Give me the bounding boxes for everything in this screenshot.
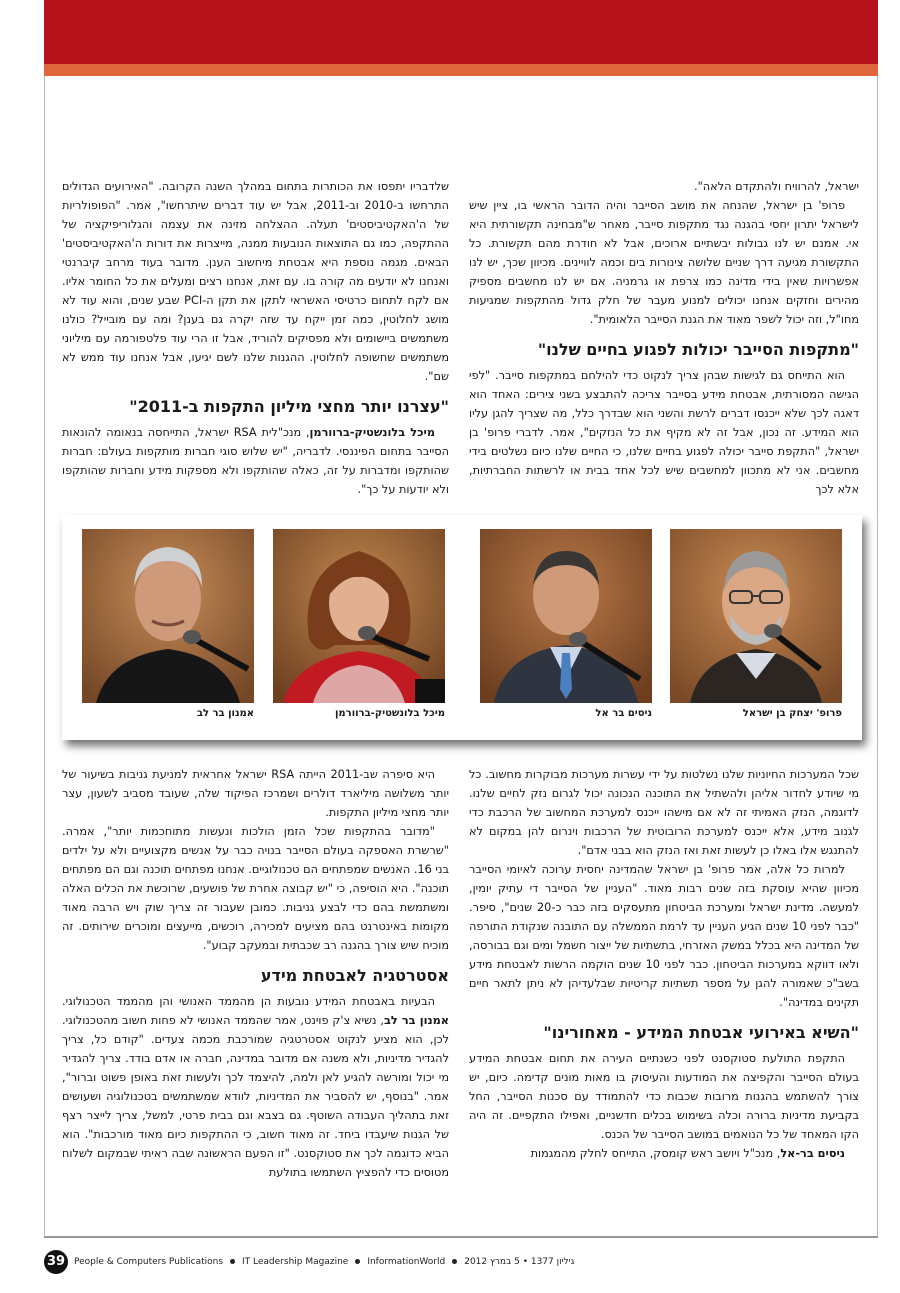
paragraph: למרות כל אלה, אמר פרופ' בן ישראל שהמדינה יחסית ערוכה לאיומי הסייבר מכיוון שהיא עוסקת בזה שנים רבות מאוד. "העניין של הסייבר די עתיק יומין, למעשה. מדינת ישראל ומערכת הביטחון מתעסקים בזה כבר כ-20 שנים", סיפר. "כבר לפני 10 שנים הגיע העניין עד לרמת הממשלה עם התובנה שנקודת התורפה של המדינה היא בכלל במשק האזרחי, בתשתיות של ייצור חשמל ומים וגם בבורסה, ולאו דווקא במערכות הביטחון. כבר לפני 10 שנים הוקמה הרשות לאבטחת מידע בשב"כ שאמורה להגן על מספר תשתיות קריטיות שבלעדיהן לא ניתן לתאר חיים תקינים במדינה". [469,863,859,1009]
paragraph: התקפת התולעת סטוקסנט לפני כשנתיים העירה את תחום אבטחת המידע בעולם הסייבר והקפיצה את המודעות והעיסוק בו מאות מונים קדימה. כיום, יש צורך להשתמש בהגנות מרובות שכבות כדי להתמודד עם סכנות הסייבר, החל בקביעת מדיניות ברורה וכלה בשימוש בכלים חדשניים, ואפילו התקפיים. זה היה הקו המאחד של כל הנואמים במושב הסייבר של הכנס. [469,1052,859,1141]
speaker-photo-blonstick-braverman [273,529,445,703]
article-column-top-right [469,177,859,499]
footer-magazine: IT Leadership Magazine [242,1257,349,1267]
photo-caption: מיכל בלונשטיק-ברוורמן [335,708,445,719]
section-heading: "השיא באירועי אבטחת המידע - מאחורינו" [543,1023,859,1042]
paragraph: שכל המערכות החיוניות שלנו נשלטות על ידי עשרות מערכות מבוקרות מחשוב. כל מי שיודע לחדור אליהן ולהשתיל את התוכנה הנכונה יכול לגרום נזק לחיים שלנו. לדוגמה, הנזק האמיתי זה לא אם מישהו ייכנס למערכת המחשוב של הרכבת כדי לגנוב מידע, אלא ייכנס למערכת הרובוטית של הרכבות וינרום להן במקום לא להתנגש אלו באלו כן לעשות זאת ואז הנזק הוא בבני אדם". [469,768,859,857]
footer-publisher: People & Computers Publications [74,1257,224,1267]
speaker-photo-card [670,529,842,719]
paragraph-text: , נשיא צ'ק פוינט, אמר שהממד האנושי לא פחות חשוב מהטכנולוגי. לכן, הוא מציע לנקוט אסטרטגיה שמורכבת מכמה צעדים. "קודם כל, צריך להגדיר מדיניות, ולא משנה אם מדובר במדינה, חברה או אדם בודד. צריך להגדיר מי יכול ומורשה להגיע לאן ולמה, להיצמד לכך ולעשות זאת באופן פשוט וברור", אמר. "בנוסף, יש להסביר את המדיניות, לוודא שמשתמשים בטכנולוגיה ושעושים זאת בתהליך העבודה השוטף. גם בצבא וגם בבית פרטי, למשל, צריך לייצר רצף של הגנות שיעבדו ביחד. זה מאוד חשוב, כי ההתקפות כיום מאוד מורכבות". הוא הביא כדוגמה לכך את סטוקסנט. "זו הפעם הראשונה שבה ראיתי שבמקום לשלוח מטוסים כדי להפציץ השתמשו בתולעת [62,1014,449,1179]
paragraph: היא סיפרה שב-2011 הייתה RSA ישראל אחראית למניעת גניבות בשיעור של יותר משלושה מיליארד דולרים ושמרכז הפיקוד שלה, שעובד מסביב לשעון, עצר יותר מחצי מיליון התקפות. [62,768,449,819]
speaker-photo-card [82,529,254,719]
paragraph [62,423,449,499]
page-frame-bottom [44,1236,878,1238]
footer-site: InformationWorld [367,1257,446,1267]
speaker-name: אמנון בר לב [383,1014,449,1027]
section-heading: "עצרנו יותר מחצי מיליון התקפות ב-2011" [129,397,449,416]
bullet-icon [355,1259,360,1264]
speaker-photo-bar-lev [82,529,254,703]
page-frame-right [877,76,878,1236]
paragraph [469,1144,859,1163]
paragraph: שלדבריו יתפסו את הכותרות בתחום במהלך השנה הקרובה. "האירועים הגדולים התרחשו ב-2010 וב-2011, אבל יש עוד דברים שיתרחשו", אמר. "הפופולריות של ה'האקטיביסטים' תעלה. ההצלחה מזינה את עצמה והגלוריפיקציה של ההתקפה, כמו גם התוצאות הנובעות ממנה, מייצרות את דורות ה'האקטיביסטים' הבאים. מגמה נוספת היא אבטחת מיחשוב הענן. מדובר בעוד מרחב קיברנטי ואנחנו לא יודעים מה קורה בו. עם זאת, אנחנו רצים ומעלים את כל החומר אליו. אם לקח לתחום כרטיסי האשראי לתקן את תקן ה-PCI שבע שנים, והוא עוד לא מושג לחלוטין, כמה זמן ייקח עד שזה יקרה גם בענן? ומה עם מובייל? כולנו משתמשים ביישומים ולא מפסיקים להוריד, אבל זו הרי עוד פלטפורמה עם מיליוני משתמשים שחשופה לחלוטין. ההגנות שלנו לשם יגיעו, אבל אנחנו עוד ממש לא שם". [62,180,449,383]
article-column-top-left [62,177,449,499]
page-footer [44,1250,878,1276]
speakers-photo-strip [62,515,862,740]
footer-issue: גיליון 1377 • 5 במרץ 2012 [464,1257,575,1267]
paragraph: "מדובר בהתקפות שכל הזמן הולכות ונעשות מתוחכמות יותר", אמרה. "שרשרת האספקה בעולם הסייבר בנויה כבר על אנשים מקצועיים ולא על ילדים בני 16. האנשים שמפתחים הם טכנולוגיים. אנחנו מפתחים תוכנה וגם הם מפתחים תוכנה". היא הוסיפה, כי "יש קבוצה אחרת של פושעים, שרוכשת את הכלים האלה ומשתמשת בהם כדי לבצע גניבות. כמובן שעבור זה צריך שוק ויש הרבה מאוד מקומות באינטרנט בהם מציעים למכירה, רוכשים, מייעצים ומוכרים שירותים. זה מוכיח שיש צורך בהגנה רב שכבתית ובמעקב קבוע". [62,825,449,952]
header-orange-stripe [44,64,878,76]
speaker-photo-card [480,529,652,719]
article-column-bottom-left [62,765,449,1182]
photo-caption: פרופ' יצחק בן ישראל [742,708,842,719]
paragraph-text: הבעיות באבטחת המידע נובעות הן מהממד האנושי והן מהממד הטכנולוגי. [62,995,435,1008]
photo-caption: אמנון בר לב [196,708,254,719]
speaker-photo-bar-el [480,529,652,703]
paragraph-text: , מנכ"ל ויושב ראש קומסק, התייחס לחלק מהמגמות [530,1147,781,1160]
speaker-name: מיכל בלונשטיק-ברוורמן [309,426,435,439]
header-red-band [44,0,878,64]
paragraph-text: , מנכ"לית RSA ישראל, התייחסה בנאומה להונאות הסייבר בתחום הפיננסי. לדבריה, "יש שלוש סוגי חברות מותקפות בעולם: חברות שהותקפו ומדברות על זה, כאלה שהותקפו ולא מספקות מידע וחברות שהותקפו ולא יודעות על כך". [62,426,449,496]
paragraph [62,992,449,1182]
bullet-icon [230,1259,235,1264]
article-column-bottom-right [469,765,859,1163]
speaker-name: ניסים בר-אל [780,1147,845,1160]
speaker-photo-ben-israel [670,529,842,703]
section-heading: אסטרטגיה לאבטחת מידע [260,966,449,985]
bullet-icon [452,1259,457,1264]
paragraph: הוא התייחס גם לגישות שבהן צריך לנקוט כדי להילחם במתקפות סייבר. "לפי הגישה המסורתית, אבטחת מידע בסייבר צריכה להתבצע בשני צירים: האחד הוא דאגה לכך שלא ייכנסו דברים לרשת והשני הוא שבדרך כלל, מה שצריך להגן עליו הוא המידע. זה נכון, אבל זה לא מקיף את כל הנזקים", אמר. לדברי פרופ' בן ישראל, "התקפת סייבר יכולה לפגוע בחיים שלנו, כי החיים שלנו כיום נשלטים בידי מחשבים. אני לא מתכוון למחשבים שיש לכל אחד בבית או לרשתות החברתיות, אלא לכך [469,369,859,496]
photo-caption: ניסים בר אל [595,708,652,719]
paragraph: פרופ' בן ישראל, שהנחה את מושב הסייבר והיה הדובר הראשי בו, ציין שיש לישראל יתרון יחסי בהגנה נגד מתקפות סייבר, מאחר ש"מבחינה תקשורתית היא אי. אמנם יש לנו גבולות יבשתיים ארוכים, אבל לא חודרת מהם תקשורת. כל התקשורת מגיעה דרך שניים שלושה צינורות בים וכמה לוויינים. מכיוון שכך, יש לנו אפשרויות שאין בידי מדינה כמו צרפת או גרמניה. אם יש לנו מחשבים מספיק מהירים וחזקים אנחנו יכולים למנוע מעבר של חלק גדול מהתקפות שמגיעות מחו"ל, וזה יכול לשפר מאוד את הגנת הסייבר הלאומית". [469,199,859,326]
footer-publication-line [74,1255,574,1269]
page-number: 39 [44,1250,68,1274]
section-heading: "מתקפות הסייבר יכולות לפגוע בחיים שלנו" [537,340,859,359]
paragraph: ישראל, להרוויח ולהתקדם הלאה". [694,180,859,193]
speaker-photo-card [273,529,445,719]
page-frame-left [44,76,45,1236]
